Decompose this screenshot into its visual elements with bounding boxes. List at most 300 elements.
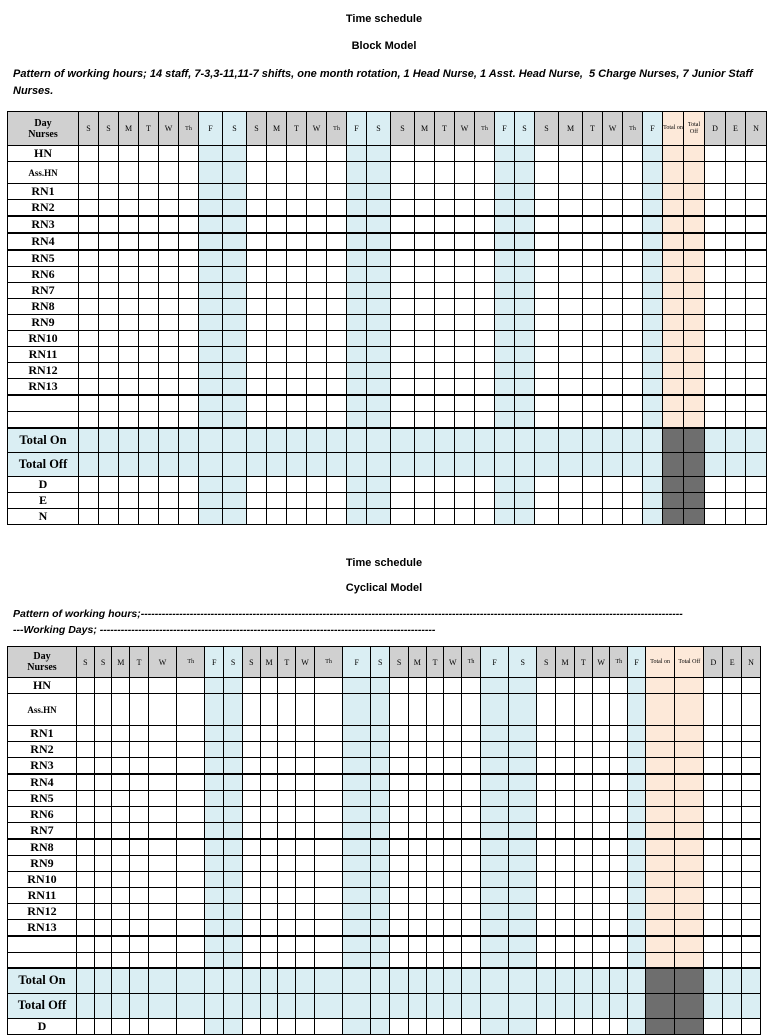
- schedule-cell[interactable]: [475, 411, 495, 428]
- schedule-cell[interactable]: [260, 742, 278, 758]
- schedule-cell[interactable]: [390, 904, 409, 920]
- schedule-cell[interactable]: [509, 904, 537, 920]
- schedule-cell[interactable]: [535, 363, 559, 379]
- total-off-cell[interactable]: [675, 726, 704, 742]
- schedule-cell[interactable]: [556, 774, 575, 791]
- schedule-cell[interactable]: [462, 968, 481, 993]
- schedule-cell[interactable]: [179, 363, 199, 379]
- schedule-cell[interactable]: [314, 904, 342, 920]
- schedule-cell[interactable]: [559, 492, 583, 508]
- shift-count-cell[interactable]: [704, 839, 723, 856]
- schedule-cell[interactable]: [574, 726, 592, 742]
- schedule-cell[interactable]: [495, 184, 515, 200]
- schedule-cell[interactable]: [76, 758, 94, 775]
- schedule-cell[interactable]: [623, 250, 643, 267]
- schedule-cell[interactable]: [94, 791, 112, 807]
- schedule-cell[interactable]: [327, 200, 347, 217]
- total-off-cell[interactable]: [675, 952, 704, 968]
- shift-count-cell[interactable]: [723, 888, 742, 904]
- schedule-cell[interactable]: [224, 726, 243, 742]
- schedule-cell[interactable]: [327, 146, 347, 162]
- schedule-cell[interactable]: [610, 856, 628, 872]
- schedule-cell[interactable]: [495, 331, 515, 347]
- schedule-cell[interactable]: [199, 411, 223, 428]
- schedule-cell[interactable]: [130, 742, 149, 758]
- schedule-cell[interactable]: [112, 807, 130, 823]
- schedule-cell[interactable]: [623, 452, 643, 476]
- schedule-cell[interactable]: [177, 726, 205, 742]
- schedule-cell[interactable]: [556, 952, 575, 968]
- schedule-cell[interactable]: [159, 283, 179, 299]
- schedule-cell[interactable]: [224, 936, 243, 952]
- schedule-cell[interactable]: [628, 920, 646, 937]
- schedule-cell[interactable]: [455, 184, 475, 200]
- schedule-cell[interactable]: [435, 508, 455, 524]
- schedule-cell[interactable]: [623, 216, 643, 233]
- schedule-cell[interactable]: [408, 791, 426, 807]
- schedule-cell[interactable]: [247, 347, 267, 363]
- schedule-cell[interactable]: [426, 774, 444, 791]
- schedule-cell[interactable]: [94, 1018, 112, 1034]
- schedule-cell[interactable]: [574, 888, 592, 904]
- total-off-cell[interactable]: [684, 492, 705, 508]
- schedule-cell[interactable]: [515, 347, 535, 363]
- schedule-cell[interactable]: [623, 315, 643, 331]
- schedule-cell[interactable]: [177, 952, 205, 968]
- schedule-cell[interactable]: [367, 315, 391, 331]
- shift-count-cell[interactable]: [704, 993, 723, 1018]
- schedule-cell[interactable]: [426, 726, 444, 742]
- schedule-cell[interactable]: [179, 411, 199, 428]
- schedule-cell[interactable]: [179, 267, 199, 283]
- schedule-cell[interactable]: [224, 791, 243, 807]
- schedule-cell[interactable]: [574, 694, 592, 726]
- schedule-cell[interactable]: [574, 968, 592, 993]
- schedule-cell[interactable]: [159, 267, 179, 283]
- shift-count-cell[interactable]: [705, 508, 726, 524]
- schedule-cell[interactable]: [223, 184, 247, 200]
- schedule-cell[interactable]: [371, 774, 390, 791]
- schedule-cell[interactable]: [343, 823, 371, 840]
- schedule-cell[interactable]: [371, 678, 390, 694]
- schedule-cell[interactable]: [119, 411, 139, 428]
- schedule-cell[interactable]: [390, 839, 409, 856]
- schedule-cell[interactable]: [347, 411, 367, 428]
- schedule-cell[interactable]: [179, 146, 199, 162]
- schedule-cell[interactable]: [296, 839, 315, 856]
- schedule-cell[interactable]: [426, 936, 444, 952]
- total-off-cell[interactable]: [675, 678, 704, 694]
- schedule-cell[interactable]: [224, 774, 243, 791]
- schedule-cell[interactable]: [495, 452, 515, 476]
- schedule-cell[interactable]: [603, 233, 623, 250]
- schedule-cell[interactable]: [130, 856, 149, 872]
- schedule-cell[interactable]: [462, 920, 481, 937]
- shift-count-cell[interactable]: [726, 379, 746, 396]
- schedule-cell[interactable]: [260, 872, 278, 888]
- schedule-cell[interactable]: [426, 952, 444, 968]
- schedule-cell[interactable]: [643, 411, 663, 428]
- schedule-cell[interactable]: [179, 184, 199, 200]
- schedule-cell[interactable]: [495, 216, 515, 233]
- total-on-cell[interactable]: [663, 508, 684, 524]
- schedule-cell[interactable]: [242, 904, 260, 920]
- schedule-cell[interactable]: [94, 904, 112, 920]
- schedule-cell[interactable]: [139, 428, 159, 452]
- schedule-cell[interactable]: [475, 162, 495, 184]
- schedule-cell[interactable]: [199, 395, 223, 411]
- schedule-cell[interactable]: [537, 936, 556, 952]
- schedule-cell[interactable]: [159, 452, 179, 476]
- schedule-cell[interactable]: [159, 331, 179, 347]
- schedule-cell[interactable]: [623, 146, 643, 162]
- shift-count-cell[interactable]: [742, 888, 761, 904]
- shift-count-cell[interactable]: [746, 331, 767, 347]
- schedule-cell[interactable]: [535, 315, 559, 331]
- shift-count-cell[interactable]: [742, 807, 761, 823]
- schedule-cell[interactable]: [475, 146, 495, 162]
- schedule-cell[interactable]: [79, 452, 99, 476]
- total-on-cell[interactable]: [663, 452, 684, 476]
- schedule-cell[interactable]: [481, 952, 509, 968]
- schedule-cell[interactable]: [159, 299, 179, 315]
- schedule-cell[interactable]: [495, 347, 515, 363]
- schedule-cell[interactable]: [462, 872, 481, 888]
- schedule-cell[interactable]: [435, 315, 455, 331]
- schedule-cell[interactable]: [628, 726, 646, 742]
- schedule-cell[interactable]: [199, 452, 223, 476]
- schedule-cell[interactable]: [444, 968, 462, 993]
- schedule-cell[interactable]: [455, 233, 475, 250]
- schedule-cell[interactable]: [455, 267, 475, 283]
- schedule-cell[interactable]: [179, 250, 199, 267]
- schedule-cell[interactable]: [347, 216, 367, 233]
- schedule-cell[interactable]: [307, 428, 327, 452]
- total-off-cell[interactable]: [684, 315, 705, 331]
- schedule-cell[interactable]: [76, 726, 94, 742]
- schedule-cell[interactable]: [628, 694, 646, 726]
- schedule-cell[interactable]: [112, 952, 130, 968]
- schedule-cell[interactable]: [610, 936, 628, 952]
- schedule-cell[interactable]: [628, 1018, 646, 1034]
- shift-count-cell[interactable]: [723, 936, 742, 952]
- schedule-cell[interactable]: [130, 1018, 149, 1034]
- schedule-cell[interactable]: [159, 162, 179, 184]
- schedule-cell[interactable]: [481, 1018, 509, 1034]
- schedule-cell[interactable]: [247, 283, 267, 299]
- schedule-cell[interactable]: [583, 395, 603, 411]
- schedule-cell[interactable]: [130, 993, 149, 1018]
- schedule-cell[interactable]: [112, 823, 130, 840]
- schedule-cell[interactable]: [307, 162, 327, 184]
- shift-count-cell[interactable]: [723, 856, 742, 872]
- schedule-cell[interactable]: [556, 856, 575, 872]
- schedule-cell[interactable]: [415, 452, 435, 476]
- shift-count-cell[interactable]: [746, 411, 767, 428]
- schedule-cell[interactable]: [148, 856, 176, 872]
- schedule-cell[interactable]: [435, 379, 455, 396]
- schedule-cell[interactable]: [408, 904, 426, 920]
- schedule-cell[interactable]: [327, 395, 347, 411]
- schedule-cell[interactable]: [623, 347, 643, 363]
- schedule-cell[interactable]: [643, 146, 663, 162]
- schedule-cell[interactable]: [462, 856, 481, 872]
- schedule-cell[interactable]: [242, 758, 260, 775]
- schedule-cell[interactable]: [455, 508, 475, 524]
- total-off-cell[interactable]: [684, 395, 705, 411]
- schedule-cell[interactable]: [495, 315, 515, 331]
- schedule-cell[interactable]: [426, 839, 444, 856]
- schedule-cell[interactable]: [130, 888, 149, 904]
- schedule-cell[interactable]: [462, 823, 481, 840]
- schedule-cell[interactable]: [224, 678, 243, 694]
- schedule-cell[interactable]: [179, 428, 199, 452]
- schedule-cell[interactable]: [462, 774, 481, 791]
- schedule-cell[interactable]: [435, 452, 455, 476]
- total-off-cell[interactable]: [675, 807, 704, 823]
- schedule-cell[interactable]: [583, 299, 603, 315]
- schedule-cell[interactable]: [643, 492, 663, 508]
- schedule-cell[interactable]: [415, 283, 435, 299]
- schedule-cell[interactable]: [643, 395, 663, 411]
- schedule-cell[interactable]: [462, 807, 481, 823]
- schedule-cell[interactable]: [223, 162, 247, 184]
- schedule-cell[interactable]: [415, 428, 435, 452]
- schedule-cell[interactable]: [515, 331, 535, 347]
- schedule-cell[interactable]: [556, 936, 575, 952]
- schedule-cell[interactable]: [610, 742, 628, 758]
- shift-count-cell[interactable]: [726, 428, 746, 452]
- schedule-cell[interactable]: [444, 872, 462, 888]
- total-off-cell[interactable]: [684, 184, 705, 200]
- schedule-cell[interactable]: [99, 395, 119, 411]
- shift-count-cell[interactable]: [726, 411, 746, 428]
- schedule-cell[interactable]: [556, 968, 575, 993]
- schedule-cell[interactable]: [435, 476, 455, 492]
- shift-count-cell[interactable]: [705, 452, 726, 476]
- schedule-cell[interactable]: [327, 283, 347, 299]
- schedule-cell[interactable]: [515, 283, 535, 299]
- schedule-cell[interactable]: [643, 283, 663, 299]
- schedule-cell[interactable]: [278, 952, 296, 968]
- schedule-cell[interactable]: [583, 331, 603, 347]
- schedule-cell[interactable]: [224, 807, 243, 823]
- schedule-cell[interactable]: [296, 856, 315, 872]
- schedule-cell[interactable]: [130, 807, 149, 823]
- schedule-cell[interactable]: [559, 379, 583, 396]
- schedule-cell[interactable]: [475, 492, 495, 508]
- schedule-cell[interactable]: [462, 936, 481, 952]
- schedule-cell[interactable]: [509, 742, 537, 758]
- schedule-cell[interactable]: [177, 904, 205, 920]
- shift-count-cell[interactable]: [704, 872, 723, 888]
- schedule-cell[interactable]: [559, 146, 583, 162]
- shift-count-cell[interactable]: [705, 428, 726, 452]
- schedule-cell[interactable]: [347, 162, 367, 184]
- schedule-cell[interactable]: [592, 968, 610, 993]
- schedule-cell[interactable]: [559, 233, 583, 250]
- schedule-cell[interactable]: [343, 888, 371, 904]
- schedule-cell[interactable]: [628, 904, 646, 920]
- schedule-cell[interactable]: [623, 162, 643, 184]
- schedule-cell[interactable]: [79, 363, 99, 379]
- schedule-cell[interactable]: [205, 726, 224, 742]
- schedule-cell[interactable]: [267, 146, 287, 162]
- schedule-cell[interactable]: [287, 216, 307, 233]
- schedule-cell[interactable]: [223, 315, 247, 331]
- schedule-cell[interactable]: [481, 856, 509, 872]
- schedule-cell[interactable]: [574, 872, 592, 888]
- schedule-cell[interactable]: [515, 508, 535, 524]
- schedule-cell[interactable]: [408, 742, 426, 758]
- schedule-cell[interactable]: [130, 920, 149, 937]
- schedule-cell[interactable]: [267, 216, 287, 233]
- schedule-cell[interactable]: [583, 476, 603, 492]
- schedule-cell[interactable]: [367, 428, 391, 452]
- schedule-cell[interactable]: [481, 742, 509, 758]
- schedule-cell[interactable]: [327, 250, 347, 267]
- schedule-cell[interactable]: [112, 758, 130, 775]
- schedule-cell[interactable]: [307, 315, 327, 331]
- schedule-cell[interactable]: [139, 267, 159, 283]
- schedule-cell[interactable]: [435, 216, 455, 233]
- shift-count-cell[interactable]: [726, 146, 746, 162]
- total-on-cell[interactable]: [663, 331, 684, 347]
- total-off-cell[interactable]: [675, 993, 704, 1018]
- schedule-cell[interactable]: [199, 233, 223, 250]
- schedule-cell[interactable]: [509, 952, 537, 968]
- schedule-cell[interactable]: [177, 888, 205, 904]
- schedule-cell[interactable]: [481, 872, 509, 888]
- schedule-cell[interactable]: [112, 888, 130, 904]
- schedule-cell[interactable]: [179, 233, 199, 250]
- schedule-cell[interactable]: [343, 952, 371, 968]
- schedule-cell[interactable]: [610, 823, 628, 840]
- schedule-cell[interactable]: [371, 823, 390, 840]
- schedule-cell[interactable]: [79, 233, 99, 250]
- schedule-cell[interactable]: [408, 968, 426, 993]
- schedule-cell[interactable]: [367, 411, 391, 428]
- schedule-cell[interactable]: [148, 993, 176, 1018]
- schedule-cell[interactable]: [559, 162, 583, 184]
- schedule-cell[interactable]: [130, 726, 149, 742]
- schedule-cell[interactable]: [603, 267, 623, 283]
- schedule-cell[interactable]: [179, 508, 199, 524]
- shift-count-cell[interactable]: [723, 678, 742, 694]
- shift-count-cell[interactable]: [723, 742, 742, 758]
- schedule-cell[interactable]: [139, 363, 159, 379]
- schedule-cell[interactable]: [623, 508, 643, 524]
- total-on-cell[interactable]: [663, 347, 684, 363]
- schedule-cell[interactable]: [623, 379, 643, 396]
- schedule-cell[interactable]: [327, 508, 347, 524]
- total-on-cell[interactable]: [645, 904, 674, 920]
- schedule-cell[interactable]: [415, 216, 435, 233]
- schedule-cell[interactable]: [535, 283, 559, 299]
- schedule-cell[interactable]: [415, 347, 435, 363]
- schedule-cell[interactable]: [537, 1018, 556, 1034]
- shift-count-cell[interactable]: [704, 904, 723, 920]
- schedule-cell[interactable]: [278, 1018, 296, 1034]
- schedule-cell[interactable]: [408, 726, 426, 742]
- schedule-cell[interactable]: [537, 968, 556, 993]
- schedule-cell[interactable]: [574, 936, 592, 952]
- schedule-cell[interactable]: [391, 395, 415, 411]
- schedule-cell[interactable]: [94, 856, 112, 872]
- schedule-cell[interactable]: [408, 856, 426, 872]
- schedule-cell[interactable]: [481, 936, 509, 952]
- total-on-cell[interactable]: [645, 856, 674, 872]
- schedule-cell[interactable]: [119, 146, 139, 162]
- schedule-cell[interactable]: [603, 395, 623, 411]
- schedule-cell[interactable]: [592, 758, 610, 775]
- schedule-cell[interactable]: [628, 758, 646, 775]
- schedule-cell[interactable]: [205, 888, 224, 904]
- schedule-cell[interactable]: [112, 993, 130, 1018]
- schedule-cell[interactable]: [481, 968, 509, 993]
- schedule-cell[interactable]: [307, 379, 327, 396]
- schedule-cell[interactable]: [112, 856, 130, 872]
- schedule-cell[interactable]: [199, 347, 223, 363]
- schedule-cell[interactable]: [76, 839, 94, 856]
- shift-count-cell[interactable]: [723, 993, 742, 1018]
- schedule-cell[interactable]: [99, 200, 119, 217]
- schedule-cell[interactable]: [535, 411, 559, 428]
- shift-count-cell[interactable]: [742, 872, 761, 888]
- schedule-cell[interactable]: [79, 315, 99, 331]
- schedule-cell[interactable]: [94, 758, 112, 775]
- schedule-cell[interactable]: [79, 379, 99, 396]
- schedule-cell[interactable]: [130, 839, 149, 856]
- schedule-cell[interactable]: [462, 904, 481, 920]
- schedule-cell[interactable]: [94, 968, 112, 993]
- schedule-cell[interactable]: [314, 726, 342, 742]
- schedule-cell[interactable]: [537, 872, 556, 888]
- schedule-cell[interactable]: [574, 904, 592, 920]
- shift-count-cell[interactable]: [704, 888, 723, 904]
- schedule-cell[interactable]: [99, 492, 119, 508]
- schedule-cell[interactable]: [205, 904, 224, 920]
- schedule-cell[interactable]: [455, 216, 475, 233]
- schedule-cell[interactable]: [327, 184, 347, 200]
- schedule-cell[interactable]: [119, 395, 139, 411]
- schedule-cell[interactable]: [623, 476, 643, 492]
- schedule-cell[interactable]: [307, 476, 327, 492]
- schedule-cell[interactable]: [556, 758, 575, 775]
- schedule-cell[interactable]: [94, 872, 112, 888]
- schedule-cell[interactable]: [592, 839, 610, 856]
- schedule-cell[interactable]: [556, 807, 575, 823]
- schedule-cell[interactable]: [509, 936, 537, 952]
- schedule-cell[interactable]: [556, 993, 575, 1018]
- schedule-cell[interactable]: [205, 807, 224, 823]
- shift-count-cell[interactable]: [742, 904, 761, 920]
- schedule-cell[interactable]: [343, 936, 371, 952]
- schedule-cell[interactable]: [223, 299, 247, 315]
- schedule-cell[interactable]: [495, 146, 515, 162]
- schedule-cell[interactable]: [371, 920, 390, 937]
- schedule-cell[interactable]: [391, 508, 415, 524]
- shift-count-cell[interactable]: [742, 952, 761, 968]
- schedule-cell[interactable]: [556, 742, 575, 758]
- schedule-cell[interactable]: [296, 952, 315, 968]
- schedule-cell[interactable]: [408, 920, 426, 937]
- schedule-cell[interactable]: [287, 162, 307, 184]
- schedule-cell[interactable]: [223, 428, 247, 452]
- schedule-cell[interactable]: [391, 299, 415, 315]
- total-off-cell[interactable]: [684, 428, 705, 452]
- schedule-cell[interactable]: [559, 363, 583, 379]
